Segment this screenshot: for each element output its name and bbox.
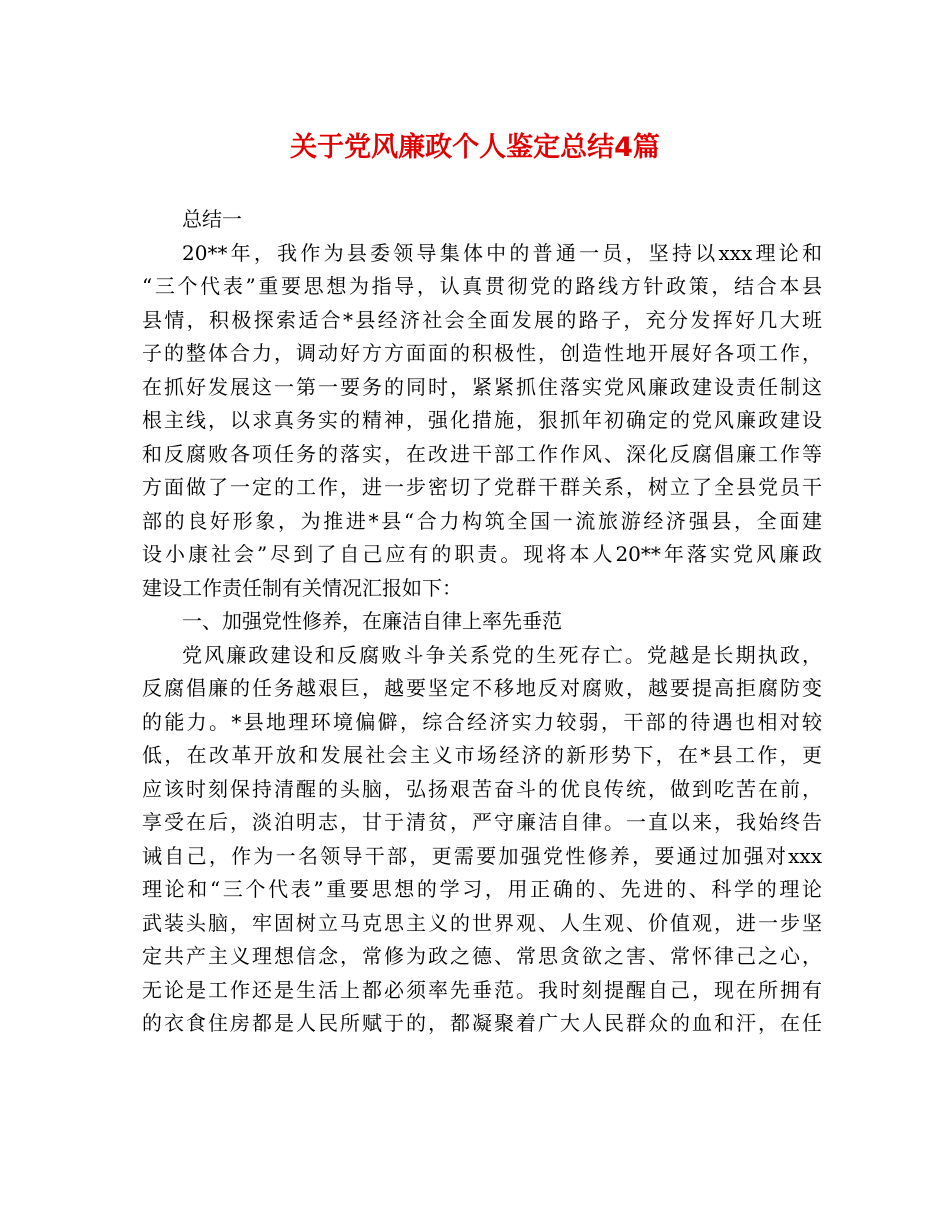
paragraph-line: 诫自己，作为一名领导干部，更需要加强党性修养，要通过加强对xxx <box>142 843 822 868</box>
paragraph-line: 反腐倡廉的任务越艰巨，越要坚定不移地反对腐败，越要提高拒腐防变 <box>142 676 822 700</box>
paragraph-line: 无论是工作还是生活上都必须率先垂范。我时刻提醒自己，现在所拥有 <box>142 977 822 1002</box>
paragraph-line: 武装头脑，牢固树立马克思主义的世界观、人生观、价值观，进一步坚 <box>142 910 822 935</box>
paragraph-line: 子的整体合力，调动好方方面面的积极性，创造性地开展好各项工作， <box>142 341 822 365</box>
paragraph-line: 的能力。*县地理环境偏僻，综合经济实力较弱，干部的待遇也相对较 <box>142 709 822 734</box>
paragraph-line: 低，在改革开放和发展社会主义市场经济的新形势下，在*县工作，更 <box>142 743 822 767</box>
paragraph-line: 享受在后，淡泊明志，甘于清贫，严守廉洁自律。一直以来，我始终告 <box>142 810 822 834</box>
paragraph-line: 20**年，我作为县委领导集体中的普通一员，坚持以xxx理论和 <box>182 240 822 265</box>
paragraph-line: 理论和“三个代表”重要思想的学习，用正确的、先进的、科学的理论 <box>142 877 822 901</box>
paragraph-line: 设小康社会”尽到了自己应有的职责。现将本人20**年落实党风廉政 <box>142 542 822 566</box>
section-heading: 总结一 <box>182 207 242 231</box>
paragraph-line: 部的良好形象，为推进*县“合力构筑全国一流旅游经济强县，全面建 <box>142 508 822 533</box>
paragraph-line: 县情，积极探索适合*县经济社会全面发展的路子，充分发挥好几大班 <box>142 307 822 332</box>
paragraph-line: 应该时刻保持清醒的头脑，弘扬艰苦奋斗的优良传统，做到吃苦在前， <box>142 776 822 801</box>
paragraph-line: “三个代表”重要思想为指导，认真贯彻党的路线方针政策，结合本县 <box>142 274 822 298</box>
document-body <box>142 203 822 1041</box>
paragraph-line: 根主线，以求真务实的精神，强化措施，狠抓年初确定的党风廉政建设 <box>142 408 822 432</box>
paragraph-line: 党风廉政建设和反腐败斗争关系党的生死存亡。党越是长期执政， <box>182 642 822 667</box>
subsection-heading: 一、加强党性修养，在廉洁自律上率先垂范 <box>182 609 562 633</box>
paragraph-line: 和反腐败各项任务的落实，在改进干部工作作风、深化反腐倡廉工作等 <box>142 441 822 466</box>
document-title: 关于党风廉政个人鉴定总结4篇 <box>290 132 660 163</box>
paragraph-line: 建设工作责任制有关情况汇报如下： <box>142 575 462 600</box>
paragraph-line: 方面做了一定的工作，进一步密切了党群干群关系，树立了全县党员干 <box>142 475 822 499</box>
paragraph-line: 定共产主义理想信念，常修为政之德、常思贪欲之害、常怀律己之心， <box>142 944 822 968</box>
paragraph-line: 在抓好发展这一第一要务的同时，紧紧抓住落实党风廉政建设责任制这 <box>142 374 822 399</box>
paragraph-line: 的衣食住房都是人民所赋于的，都凝聚着广大人民群众的血和汗，在任 <box>142 1011 822 1035</box>
